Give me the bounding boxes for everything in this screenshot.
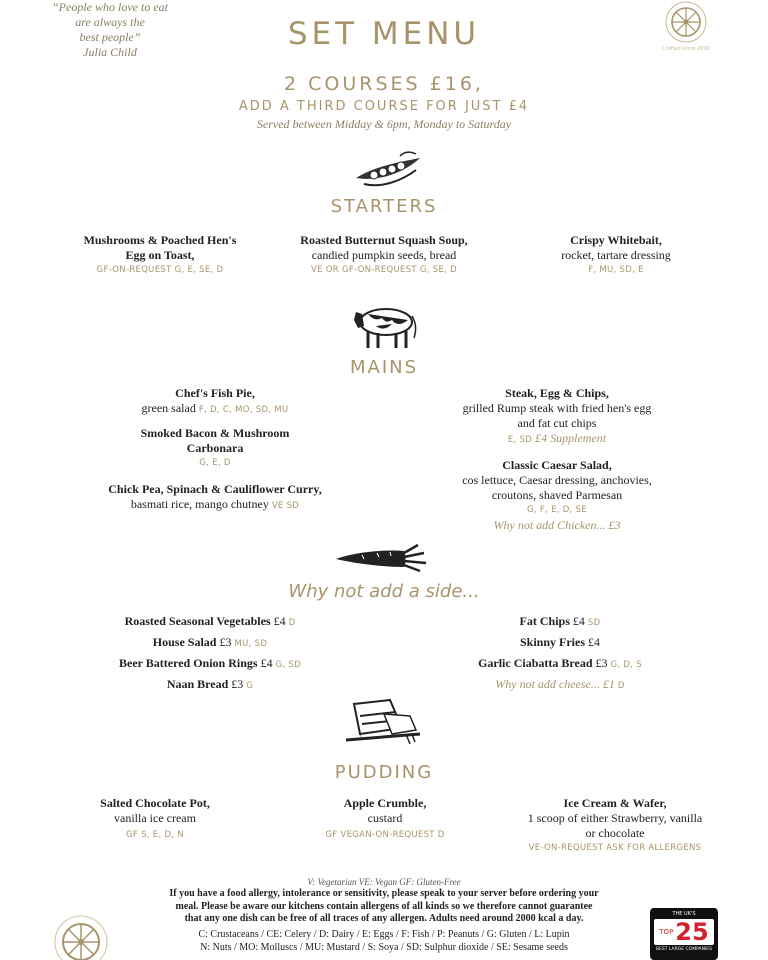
dish-desc: and fat cut chips: [517, 416, 597, 430]
price-line: 2 COURSES £16,: [284, 73, 484, 95]
dish-name: Egg on Toast,: [125, 248, 195, 262]
add-cheese: Why not add cheese... £1: [495, 677, 615, 691]
dish-desc: basmati rice, mango chutney: [130, 497, 269, 511]
dish-desc: cos lettuce, Caesar dressing, anchovies,: [462, 473, 652, 487]
dish-name: Ice Cream & Wafer,: [563, 796, 667, 810]
allergens: E, SD: [507, 435, 533, 445]
list-item: [450, 654, 670, 675]
dish-desc: candied pumpkin seeds, bread: [311, 248, 457, 262]
list-item: [90, 675, 330, 696]
allergens: G, E, D: [199, 458, 231, 468]
dish-desc: or chocolate: [585, 826, 645, 840]
dish-name: Classic Caesar Salad,: [502, 458, 612, 472]
allergens: F, D, C, MO, SD, MU: [198, 405, 289, 415]
side-name: Skinny Fries: [519, 635, 585, 649]
quote-line: are always the: [75, 15, 145, 29]
dish-desc: rocket, tartare dressing: [561, 248, 671, 262]
side-name: Garlic Ciabatta Bread: [478, 656, 593, 670]
dish-desc: croutons, shaved Parmesan: [491, 488, 623, 502]
notice-line: meal. Please be aware our kitchens contain allergens of all kinds so we therefore cannot guarantee: [175, 900, 593, 912]
starters-heading: STARTERS: [330, 196, 438, 217]
top25-badge: [650, 908, 718, 960]
diet-key: V: Vegetarian VE: Vegan GF: Gluten-Free: [307, 877, 461, 887]
page-title: SET MENU: [287, 16, 481, 52]
dish-desc: vanilla ice cream: [114, 811, 196, 825]
side-price: £4: [588, 635, 600, 649]
list-item: [90, 633, 330, 654]
pudding-heading: PUDDING: [334, 762, 434, 783]
side-price: £4: [572, 614, 585, 628]
allergens: G, F, E, D, SE: [527, 505, 587, 515]
pudding-item: [500, 796, 730, 856]
sides-heading: Why not add a side...: [288, 581, 480, 602]
pudding-item: [40, 796, 270, 843]
main-item: [412, 386, 702, 448]
dish-desc: 1 scoop of either Strawberry, vanilla: [527, 811, 703, 825]
list-item: [90, 612, 330, 633]
dish-name: Chef's Fish Pie,: [175, 386, 255, 400]
badge-number: 25: [675, 918, 709, 946]
sides-left-list: [90, 612, 330, 696]
dish-name: Roasted Butternut Squash Soup,: [300, 233, 468, 247]
side-price: £3: [219, 635, 232, 649]
list-item: [450, 675, 670, 696]
dish-name: Apple Crumble,: [343, 796, 427, 810]
supplement: £4 Supplement: [535, 431, 607, 445]
notice-line: If you have a food allergy, intolerance or sensitivity, please speak to your server before ordering your: [169, 888, 599, 899]
dish-name: Salted Chocolate Pot,: [100, 796, 210, 810]
badge-top-text: THE UK'S: [672, 911, 696, 917]
main-item: [70, 426, 360, 471]
side-price: £3: [595, 656, 608, 670]
dish-name: Carbonara: [186, 441, 244, 455]
allergens: D: [617, 681, 625, 691]
list-item: [450, 612, 670, 633]
allergens: SD: [587, 618, 601, 628]
dish-desc: custard: [367, 811, 403, 825]
side-name: Roasted Seasonal Vegetables: [124, 614, 271, 628]
allergens: VE OR GF-ON-REQUEST G, SE, D: [310, 265, 458, 275]
quote-line: best people”: [79, 30, 141, 44]
pudding-item: [270, 796, 500, 843]
side-name: Naan Bread: [166, 677, 229, 691]
allergens: VE SD: [271, 501, 300, 511]
add-chicken: Why not add Chicken... £3: [493, 518, 621, 532]
cake-slice-icon: [340, 694, 424, 750]
main-item: [60, 482, 370, 514]
cow-icon: [346, 298, 422, 352]
list-item: [450, 633, 670, 654]
badge-label: TOP: [659, 928, 674, 936]
badge-panel: [654, 919, 714, 945]
served-times: Served between Midday & 6pm, Monday to Saturday: [256, 117, 512, 131]
dish-desc: grilled Rump steak with fried hen's egg: [462, 401, 652, 415]
list-item: [90, 654, 330, 675]
sides-right-list: [450, 612, 670, 696]
dish-name: Chick Pea, Spinach & Cauliflower Curry,: [108, 482, 322, 496]
side-name: Beer Battered Onion Rings: [119, 656, 258, 670]
allergens: GF VEGAN-ON-REQUEST D: [325, 830, 445, 840]
pea-pod-icon: [350, 148, 426, 192]
allergens: F, MU, SD, E: [588, 265, 644, 275]
dish-desc: green salad: [141, 401, 196, 415]
mains-heading: MAINS: [349, 357, 419, 378]
allergen-key-line: C: Crustaceans / CE: Celery / D: Dairy / E: Eggs / F: Fish / P: Peanuts / G: Gluten / L: Lupin: [198, 929, 570, 940]
notice-line: that any one dish can be free of all traces of any allergen. Adults need around 2000 kcal a day.: [184, 913, 584, 924]
dish-name: Crispy Whitebait,: [570, 233, 662, 247]
allergens: VE-ON-REQUEST ASK FOR ALLERGENS: [528, 843, 702, 853]
side-name: House Salad: [152, 635, 217, 649]
allergens: D: [288, 618, 296, 628]
side-price: £4: [273, 614, 286, 628]
allergens: G, D, S: [610, 660, 642, 670]
starter-item: [264, 233, 504, 278]
allergens: G, SD: [275, 660, 301, 670]
third-course-line: ADD A THIRD COURSE FOR JUST £4: [238, 99, 530, 114]
logo-since: Crafted since 2010: [662, 46, 710, 52]
dish-name: Steak, Egg & Chips,: [505, 386, 609, 400]
dish-name: Mushrooms & Poached Hen's: [83, 233, 237, 247]
main-item: [70, 386, 360, 418]
allergen-key-line: N: Nuts / MO: Molluscs / MU: Mustard / S: Soya / SD: Sulphur dioxide / SE: Sesame seeds: [200, 941, 568, 953]
wagon-wheel-logo-icon: [44, 906, 118, 960]
starter-item: [40, 233, 280, 278]
starter-item: [496, 233, 736, 278]
side-price: £3: [231, 677, 244, 691]
allergens: G: [246, 681, 254, 691]
quote-author: Julia Child: [83, 45, 137, 59]
badge-sub: BEST LARGE COMPANIES: [655, 947, 712, 952]
carrot-icon: [332, 543, 432, 573]
quote-line: “People who love to eat: [52, 0, 168, 14]
allergens: GF-ON-REQUEST G, E, SE, D: [96, 265, 224, 275]
side-price: £4: [260, 656, 273, 670]
dish-name: Smoked Bacon & Mushroom: [140, 426, 290, 440]
side-name: Fat Chips: [519, 614, 570, 628]
main-item: [412, 458, 702, 533]
allergens: MU, SD: [234, 639, 268, 649]
allergens: GF S, E, D, N: [126, 830, 184, 840]
